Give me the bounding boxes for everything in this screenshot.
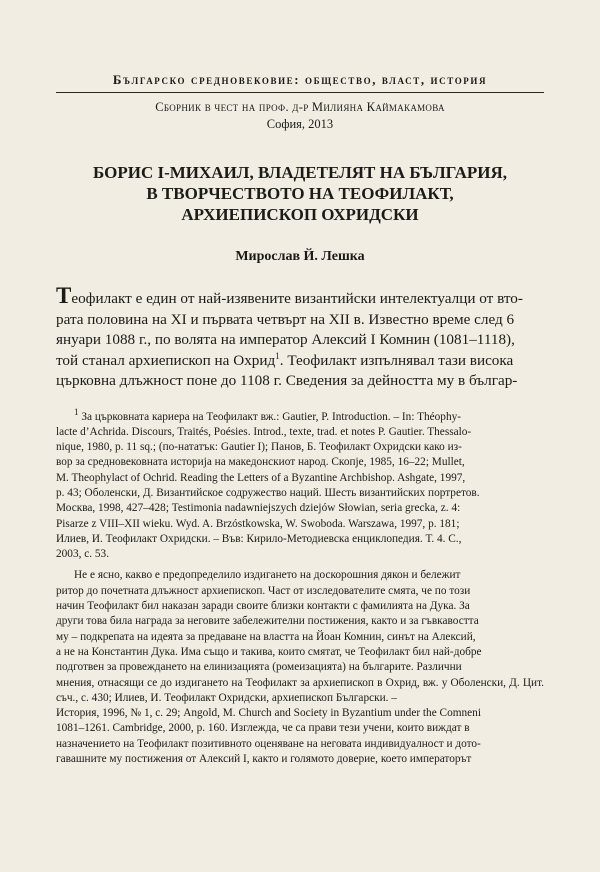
body-line: януари 1088 г., по волята на император Алексий I Комнин (1081–1118),	[56, 331, 515, 348]
header-rule	[56, 92, 544, 93]
footnote-line: Москва, 1998, 427–428; Testimonia nadawniejszych dziejów Słowian, seria grecka, z. 4:	[56, 502, 461, 515]
body-line: той станал архиепископ на Охрид$^1$. Теофилакт изпълнявал тази висока	[56, 350, 514, 369]
footnote-line: други това била награда за неговите забележителни постижения, както и за гъвкавостта	[56, 615, 479, 628]
place-year: София, 2013	[266, 117, 334, 131]
footnote-number: 1	[74, 406, 79, 417]
body-line: рата половина на XI и първата четвърт на XII в. Известно време след 6	[56, 310, 515, 328]
page	[0, 72, 600, 872]
footnote-line: Не е ясно, какво е предопределило издигането на доскорошния дякон и бележит	[74, 569, 461, 582]
footnote-line: $^1$ За църковната кариера на Теофилакт вж.: Gautier, P. Introduction. – In: Théophy-	[74, 406, 462, 423]
footnote-line: вор за средновековната историја на македонскиот народ. Скопје, 1985, 16–22; Mullet,	[56, 456, 465, 469]
series-title: Сборник в чест на проф. д-р Милияна Каймакамова	[155, 100, 445, 114]
footnote-continuation	[56, 568, 544, 767]
footnote-line: назначението на Теофилакт позитивното оценяване на неговата индивидуалност и дото-	[56, 737, 481, 750]
author-name: Мирослав Й. Лешка	[235, 249, 365, 264]
footnote-line: 1081–1261. Cambridge, 2000, p. 160. Изглежда, че са прави тези учени, които виждат в	[56, 722, 470, 735]
footnote-line: Илиев, И. Теофилакт Охридски. – Във: Кирило-Методиевска енциклопедия. Т. 4. С.,	[56, 532, 462, 545]
footnote-line: Pisarze z VIII–XII wieku. Wyd. A. Brzóstkowska, W. Swoboda. Warszawa, 1997, p. 181;	[56, 517, 460, 530]
article-title	[56, 162, 544, 225]
footnote-line: 2003, с. 53.	[56, 548, 110, 561]
body-line: църковна длъжност поне до 1108 г. Сведения за дейността му в българ-	[56, 372, 518, 389]
title-line: В ТВОРЧЕСТВОТО НА ТЕОФИЛАКТ,	[146, 184, 454, 203]
footnote-line: гавашните му постижения от Алексий I, както и голямото доверие, което императорът	[56, 753, 472, 766]
footnote-line: мнения, отнасящи се до издигането на Теофилакт за архиепископ в Охрид, вж. у Оболенски, Д. Цит. съч., с. 430; Илиев, И. Теофилакт Охридски, архиепископ Български. –	[56, 676, 544, 704]
body-line: Теофилакт е един от най-изявените византийски интелектуалци от вто-	[56, 283, 523, 308]
title-line: АРХИЕПИСКОП ОХРИДСКИ	[181, 205, 419, 224]
running-head: Българско средновековие: общество, власт, история	[112, 72, 488, 87]
footnote-line: а не на Константин Дука. Има също и такива, които смятат, че Теофилакт бил най-добре	[56, 645, 482, 658]
footnote-line: подготвен за провеждането на елинизацията (ромеизацията) на българите. Различни	[56, 661, 462, 674]
footnote-line: nique, 1980, p. 11 sq.; (по-нататък: Gautier I); Панов, Б. Теофилакт Охридски како из-	[56, 441, 462, 454]
drop-cap: Т	[56, 283, 72, 308]
footnote-line: M. Theophylact of Ochrid. Reading the Letters of a Byzantine Archbishop. Ashgate, 1997,	[56, 471, 466, 484]
footnote-line: начин Теофилакт бил наказан заради своите близки контакти с фамилията на Дука. За	[56, 600, 470, 613]
footnote-line: История, 1996, № 1, с. 29; Angold, M. Church and Society in Byzantium under the Comneni	[56, 707, 481, 720]
footnote-line: lacte d’Achrida. Discours, Traités, Poésies. Introd., texte, trad. et notes P. Gautier. Thessalo-	[56, 425, 472, 438]
footnote-ref[interactable]: 1	[275, 350, 280, 361]
footnote-line: му – подкрепата на идеята за предаване на властта на Йоан Комнин, синът на Алексий,	[56, 630, 476, 643]
footnote-1	[56, 406, 544, 563]
title-line: БОРИС I-МИХАИЛ, ВЛАДЕТЕЛЯТ НА БЪЛГАРИЯ,	[92, 163, 508, 182]
body-text	[56, 283, 544, 392]
footnote-line: p. 43; Оболенски, Д. Византийское содружество наций. Шесть византийских портретов.	[56, 486, 480, 499]
footnote-line: ритор до почетната длъжност архиепископ. Част от изследователите смята, че по този	[56, 584, 471, 597]
